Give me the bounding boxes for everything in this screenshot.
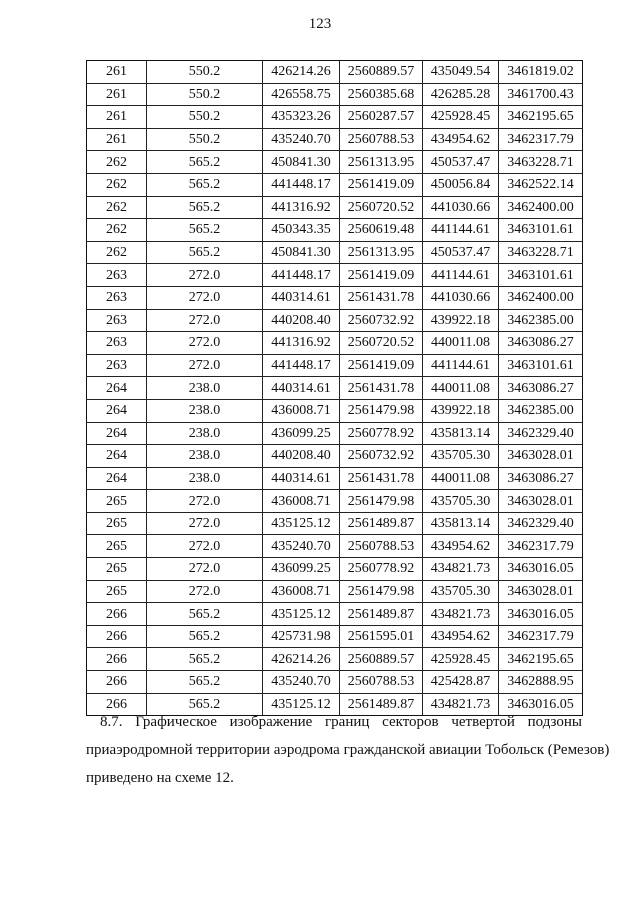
table-cell: 434954.62	[423, 625, 499, 648]
paragraph	[86, 708, 610, 792]
table-cell: 266	[87, 648, 147, 671]
table-body	[87, 61, 583, 716]
table-cell: 272.0	[147, 535, 263, 558]
table-cell: 272.0	[147, 354, 263, 377]
table-cell: 441316.92	[263, 196, 340, 219]
table-row	[87, 83, 583, 106]
table-cell: 436008.71	[263, 399, 340, 422]
table-cell: 238.0	[147, 445, 263, 468]
table-row	[87, 286, 583, 309]
table-cell: 2561479.98	[340, 399, 423, 422]
table-row	[87, 128, 583, 151]
table-cell: 2560732.92	[340, 445, 423, 468]
table-cell: 440208.40	[263, 309, 340, 332]
table-cell: 2560287.57	[340, 106, 423, 129]
table-cell: 3463086.27	[499, 377, 583, 400]
table-cell: 238.0	[147, 399, 263, 422]
table-cell: 261	[87, 106, 147, 129]
table-cell: 3463086.27	[499, 467, 583, 490]
table-cell: 265	[87, 490, 147, 513]
table-row	[87, 671, 583, 694]
table-cell: 264	[87, 422, 147, 445]
table-cell: 2560720.52	[340, 332, 423, 355]
table-cell: 565.2	[147, 603, 263, 626]
table-cell: 3462317.79	[499, 535, 583, 558]
table-cell: 262	[87, 173, 147, 196]
table-cell: 3461700.43	[499, 83, 583, 106]
table-cell: 265	[87, 512, 147, 535]
table-cell: 2561489.87	[340, 603, 423, 626]
table-cell: 3462522.14	[499, 173, 583, 196]
table-cell: 261	[87, 83, 147, 106]
table-row	[87, 219, 583, 242]
table-row	[87, 241, 583, 264]
table-cell: 272.0	[147, 332, 263, 355]
table-cell: 272.0	[147, 286, 263, 309]
table-cell: 436008.71	[263, 490, 340, 513]
table-cell: 3462888.95	[499, 671, 583, 694]
table-cell: 425428.87	[423, 671, 499, 694]
table-row	[87, 625, 583, 648]
table-cell: 441144.61	[423, 219, 499, 242]
table-cell: 441316.92	[263, 332, 340, 355]
table-cell: 441448.17	[263, 173, 340, 196]
table-cell: 261	[87, 128, 147, 151]
table-cell: 272.0	[147, 264, 263, 287]
table-cell: 565.2	[147, 648, 263, 671]
table-cell: 434954.62	[423, 535, 499, 558]
table-cell: 3463028.01	[499, 580, 583, 603]
table-cell: 2560385.68	[340, 83, 423, 106]
table-cell: 439922.18	[423, 309, 499, 332]
table-cell: 2561489.87	[340, 693, 423, 716]
table-cell: 450343.35	[263, 219, 340, 242]
table-cell: 2561431.78	[340, 467, 423, 490]
table-cell: 3463028.01	[499, 490, 583, 513]
table-cell: 3462400.00	[499, 196, 583, 219]
table-cell: 565.2	[147, 671, 263, 694]
table-cell: 440314.61	[263, 286, 340, 309]
table-cell: 238.0	[147, 422, 263, 445]
table-cell: 565.2	[147, 196, 263, 219]
table-cell: 2561431.78	[340, 377, 423, 400]
table-cell: 3463228.71	[499, 151, 583, 174]
table-cell: 441030.66	[423, 196, 499, 219]
table-cell: 265	[87, 580, 147, 603]
table-cell: 565.2	[147, 625, 263, 648]
paragraph-line: 8.7. Графическое изображение границ секторов четвертой подзоны	[100, 714, 582, 730]
table-cell: 435813.14	[423, 422, 499, 445]
table-cell: 440314.61	[263, 467, 340, 490]
table-cell: 2560778.92	[340, 422, 423, 445]
table-cell: 441448.17	[263, 354, 340, 377]
table-cell: 2561479.98	[340, 580, 423, 603]
table-row	[87, 558, 583, 581]
table-row	[87, 106, 583, 129]
table-cell: 565.2	[147, 173, 263, 196]
table-cell: 435323.26	[263, 106, 340, 129]
table-row	[87, 490, 583, 513]
table-cell: 550.2	[147, 61, 263, 84]
table-cell: 2561419.09	[340, 173, 423, 196]
table-cell: 440011.08	[423, 377, 499, 400]
table-cell: 2561595.01	[340, 625, 423, 648]
table-row	[87, 196, 583, 219]
table-cell: 441144.61	[423, 264, 499, 287]
table-cell: 3463028.01	[499, 445, 583, 468]
table-row	[87, 377, 583, 400]
table-cell: 3463228.71	[499, 241, 583, 264]
table-cell: 272.0	[147, 512, 263, 535]
table-cell: 435125.12	[263, 603, 340, 626]
table-cell: 436008.71	[263, 580, 340, 603]
table-cell: 2560788.53	[340, 671, 423, 694]
table-cell: 262	[87, 196, 147, 219]
table-cell: 450841.30	[263, 151, 340, 174]
table-cell: 2560720.52	[340, 196, 423, 219]
table-row	[87, 535, 583, 558]
table-cell: 3462317.79	[499, 128, 583, 151]
table-cell: 3463016.05	[499, 693, 583, 716]
table-row	[87, 151, 583, 174]
table-cell: 264	[87, 467, 147, 490]
table-cell: 262	[87, 241, 147, 264]
table-cell: 441448.17	[263, 264, 340, 287]
table-cell: 450056.84	[423, 173, 499, 196]
table-cell: 3463101.61	[499, 264, 583, 287]
table-row	[87, 648, 583, 671]
table-cell: 272.0	[147, 580, 263, 603]
table-cell: 264	[87, 399, 147, 422]
table-cell: 440011.08	[423, 332, 499, 355]
table-cell: 550.2	[147, 128, 263, 151]
table-cell: 434954.62	[423, 128, 499, 151]
table-cell: 261	[87, 61, 147, 84]
table-cell: 2561479.98	[340, 490, 423, 513]
table-row	[87, 467, 583, 490]
table-cell: 2561419.09	[340, 264, 423, 287]
table-cell: 450537.47	[423, 241, 499, 264]
table-row	[87, 61, 583, 84]
table-cell: 238.0	[147, 377, 263, 400]
table-cell: 238.0	[147, 467, 263, 490]
table-cell: 264	[87, 445, 147, 468]
table-cell: 265	[87, 535, 147, 558]
table-cell: 435125.12	[263, 512, 340, 535]
table-cell: 435813.14	[423, 512, 499, 535]
table-cell: 565.2	[147, 693, 263, 716]
table-cell: 425928.45	[423, 648, 499, 671]
table-row	[87, 309, 583, 332]
table-cell: 450841.30	[263, 241, 340, 264]
table-row	[87, 603, 583, 626]
table-cell: 2560788.53	[340, 128, 423, 151]
table-cell: 440208.40	[263, 445, 340, 468]
table-cell: 3462400.00	[499, 286, 583, 309]
table-cell: 2560889.57	[340, 61, 423, 84]
table-row	[87, 445, 583, 468]
table-cell: 434821.73	[423, 558, 499, 581]
table-cell: 2560619.48	[340, 219, 423, 242]
table-cell: 263	[87, 332, 147, 355]
table-cell: 266	[87, 625, 147, 648]
paragraph-line: приаэродромной территории аэродрома гражданской авиации Тобольск (Ремезов)	[86, 742, 610, 758]
table-cell: 3462385.00	[499, 309, 583, 332]
table-cell: 2561431.78	[340, 286, 423, 309]
table-cell: 426558.75	[263, 83, 340, 106]
table-cell: 3462329.40	[499, 512, 583, 535]
table-cell: 2561313.95	[340, 151, 423, 174]
table-cell: 263	[87, 286, 147, 309]
table-cell: 264	[87, 377, 147, 400]
table-cell: 565.2	[147, 219, 263, 242]
table-cell: 272.0	[147, 558, 263, 581]
table-row	[87, 580, 583, 603]
table-cell: 425928.45	[423, 106, 499, 129]
table-cell: 2561313.95	[340, 241, 423, 264]
table-cell: 3463101.61	[499, 354, 583, 377]
table-row	[87, 173, 583, 196]
coordinates-table	[86, 60, 583, 716]
table-cell: 435049.54	[423, 61, 499, 84]
table-cell: 565.2	[147, 151, 263, 174]
table-row	[87, 512, 583, 535]
table-cell: 272.0	[147, 490, 263, 513]
table-cell: 3462195.65	[499, 106, 583, 129]
table-cell: 3462195.65	[499, 648, 583, 671]
table-cell: 2560778.92	[340, 558, 423, 581]
table-cell: 3461819.02	[499, 61, 583, 84]
table-cell: 435705.30	[423, 490, 499, 513]
table-cell: 435240.70	[263, 128, 340, 151]
table-cell: 565.2	[147, 241, 263, 264]
table-cell: 3463086.27	[499, 332, 583, 355]
table-cell: 440011.08	[423, 467, 499, 490]
page-number: 123	[308, 16, 332, 32]
table-cell: 2561489.87	[340, 512, 423, 535]
table-cell: 439922.18	[423, 399, 499, 422]
table-cell: 3463016.05	[499, 558, 583, 581]
table-row	[87, 422, 583, 445]
table-row	[87, 332, 583, 355]
table-cell: 266	[87, 671, 147, 694]
table-row	[87, 399, 583, 422]
table-cell: 435240.70	[263, 671, 340, 694]
table-cell: 272.0	[147, 309, 263, 332]
table-cell: 426214.26	[263, 61, 340, 84]
table-cell: 3463016.05	[499, 603, 583, 626]
table-cell: 441144.61	[423, 354, 499, 377]
table-cell: 550.2	[147, 106, 263, 129]
table-cell: 3462385.00	[499, 399, 583, 422]
table-cell: 441030.66	[423, 286, 499, 309]
table-cell: 436099.25	[263, 422, 340, 445]
table-cell: 263	[87, 354, 147, 377]
table-cell: 3463101.61	[499, 219, 583, 242]
table-cell: 266	[87, 603, 147, 626]
table-cell: 2560889.57	[340, 648, 423, 671]
table-cell: 262	[87, 219, 147, 242]
table-cell: 436099.25	[263, 558, 340, 581]
table-cell: 2561419.09	[340, 354, 423, 377]
table-cell: 265	[87, 558, 147, 581]
table-cell: 425731.98	[263, 625, 340, 648]
table-cell: 262	[87, 151, 147, 174]
table-cell: 550.2	[147, 83, 263, 106]
table-cell: 426285.28	[423, 83, 499, 106]
table-cell: 3462317.79	[499, 625, 583, 648]
table-cell: 3462329.40	[499, 422, 583, 445]
table-cell: 263	[87, 309, 147, 332]
table-cell: 435705.30	[423, 445, 499, 468]
table-cell: 2560788.53	[340, 535, 423, 558]
table-cell: 435240.70	[263, 535, 340, 558]
table-cell: 435705.30	[423, 580, 499, 603]
table-cell: 434821.73	[423, 693, 499, 716]
table-row	[87, 354, 583, 377]
table-cell: 266	[87, 693, 147, 716]
table-cell: 426214.26	[263, 648, 340, 671]
table-cell: 435125.12	[263, 693, 340, 716]
table-cell: 450537.47	[423, 151, 499, 174]
table-cell: 440314.61	[263, 377, 340, 400]
table-cell: 263	[87, 264, 147, 287]
table-cell: 2560732.92	[340, 309, 423, 332]
paragraph-line: приведено на схеме 12.	[86, 770, 234, 786]
table-row	[87, 264, 583, 287]
table-cell: 434821.73	[423, 603, 499, 626]
